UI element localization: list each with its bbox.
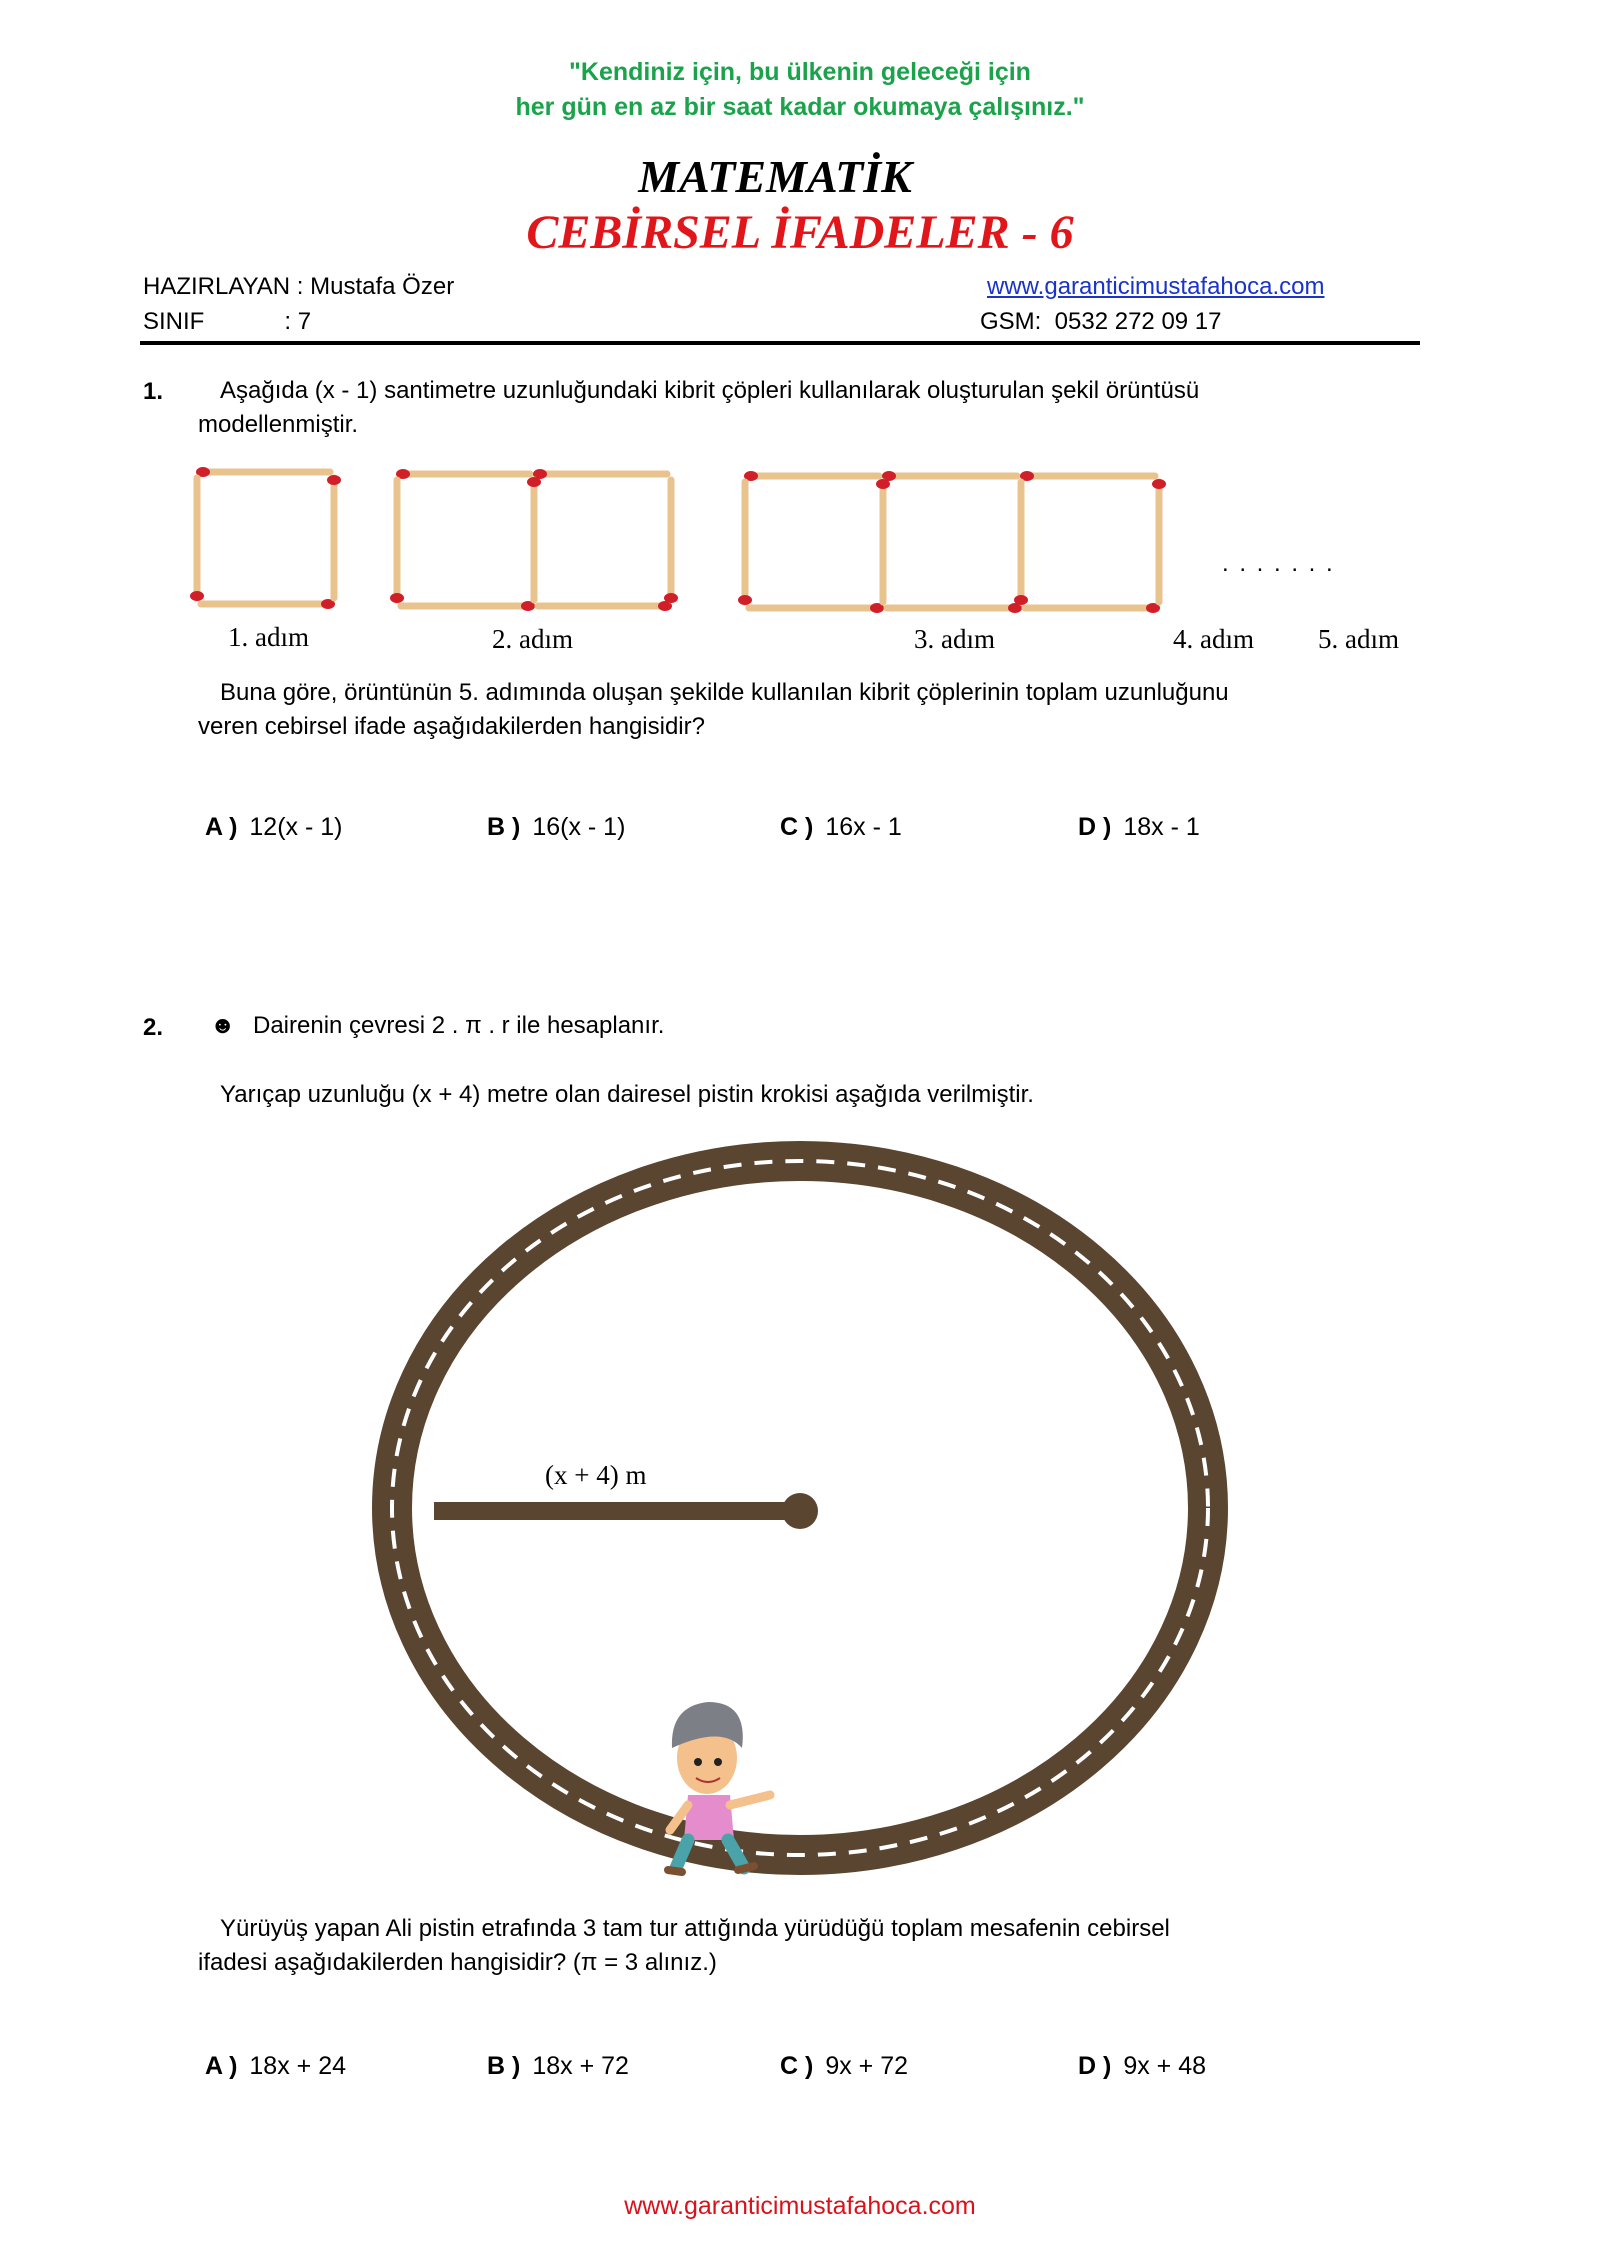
motto-line-2: her gün en az bir saat kadar okumaya çalışınız."	[515, 93, 1085, 121]
step3-match-vertical-3-head	[1014, 595, 1028, 605]
q2-option-a-label: A )	[205, 2052, 238, 2080]
step2-match-vertical-3-head	[664, 593, 678, 603]
q1-option-b[interactable]	[487, 813, 625, 842]
step3-match-vertical-2-head	[876, 479, 890, 489]
q1-number: 1.	[143, 378, 164, 405]
center-point	[782, 1493, 818, 1529]
step-label-5: 5. adım	[1318, 624, 1399, 654]
q2-question-line-2: ifadesi aşağıdakilerden hangisidir? (π = 3 alınız.)	[198, 1949, 717, 1976]
topic-title: CEBİRSEL İFADELER - 6	[526, 206, 1074, 259]
q2-option-d-label: D )	[1078, 2052, 1112, 2080]
header-website-link[interactable]: www.garanticimustafahoca.com	[987, 273, 1325, 300]
continuation-dots: . . . . . . .	[1222, 550, 1335, 577]
q1-option-b-label: B )	[487, 813, 521, 841]
q1-option-a[interactable]	[205, 813, 343, 842]
q2-option-d-text: 9x + 48	[1123, 2052, 1207, 2080]
q1-option-c-label: C )	[780, 813, 814, 841]
step-label-3: 3. adım	[914, 624, 995, 654]
q1-question-line-2: veren cebirsel ifade aşağıdakilerden hangisidir?	[198, 713, 705, 740]
step3-match-vertical-1-head	[738, 595, 752, 605]
q2-intro: Yarıçap uzunluğu (x + 4) metre olan dairesel pistin krokisi aşağıda verilmiştir.	[220, 1081, 1034, 1108]
q1-option-d-text: 18x - 1	[1123, 813, 1200, 841]
step-label-4: 4. adım	[1173, 624, 1254, 654]
q2-question-line-1: Yürüyüş yapan Ali pistin etrafında 3 tam tur attığında yürüdüğü toplam mesafenin cebirsel	[220, 1915, 1170, 1942]
gsm-label: GSM: 0532 272 09 17	[980, 308, 1222, 335]
q2-option-b-label: B )	[487, 2052, 521, 2080]
radius-label: (x + 4) m	[545, 1460, 647, 1490]
q2-option-b-text: 18x + 72	[532, 2052, 629, 2080]
smiley-bullet-icon: ☻	[210, 1012, 236, 1039]
step-label-2: 2. adım	[492, 624, 573, 654]
step3-match-vertical-4-head	[1152, 479, 1166, 489]
author-label: HAZIRLAYAN : Mustafa Özer	[143, 273, 455, 300]
q2-note: Dairenin çevresi 2 . π . r ile hesaplanır.	[253, 1012, 665, 1039]
q1-intro-line-2: modellenmiştir.	[198, 411, 359, 438]
step2-match-vertical-2-head	[527, 477, 541, 487]
step1-match-vertical-2-head	[327, 475, 341, 485]
q2-option-d[interactable]	[1078, 2052, 1206, 2081]
q2-option-b[interactable]	[487, 2052, 629, 2081]
q2-option-a[interactable]	[205, 2052, 346, 2081]
q1-option-c-text: 16x - 1	[825, 813, 902, 841]
matchstick-pattern-figure	[0, 0, 1600, 640]
q1-option-a-label: A )	[205, 813, 238, 841]
circular-track-figure	[370, 1140, 1230, 1900]
q2-option-a-text: 18x + 24	[249, 2052, 347, 2080]
class-label: SINIF : 7	[143, 308, 312, 335]
footer-website-link[interactable]: www.garanticimustafahoca.com	[624, 2192, 976, 2220]
step1-match-vertical-1-head	[190, 591, 204, 601]
q2-option-c[interactable]	[780, 2052, 908, 2081]
step2-match-vertical-1-head	[390, 593, 404, 603]
q1-option-b-text: 16(x - 1)	[532, 813, 626, 841]
q1-intro-line-1: Aşağıda (x - 1) santimetre uzunluğundaki kibrit çöpleri kullanılarak oluşturulan şekil örüntüsü	[220, 377, 1200, 404]
q2-option-c-text: 9x + 72	[825, 2052, 909, 2080]
q1-option-d-label: D )	[1078, 813, 1112, 841]
q2-option-c-label: C )	[780, 2052, 814, 2080]
step-label-1: 1. adım	[228, 622, 309, 652]
q1-option-a-text: 12(x - 1)	[249, 813, 343, 841]
q1-option-d[interactable]	[1078, 813, 1200, 842]
subject-title: MATEMATİK	[638, 151, 912, 202]
q2-number: 2.	[143, 1014, 164, 1041]
q1-question-line-1: Buna göre, örüntünün 5. adımında oluşan şekilde kullanılan kibrit çöplerinin toplam uzunluğunu	[220, 679, 1229, 706]
motto-line-1: "Kendiniz için, bu ülkenin geleceği için	[569, 58, 1031, 86]
q1-option-c[interactable]	[780, 813, 902, 842]
